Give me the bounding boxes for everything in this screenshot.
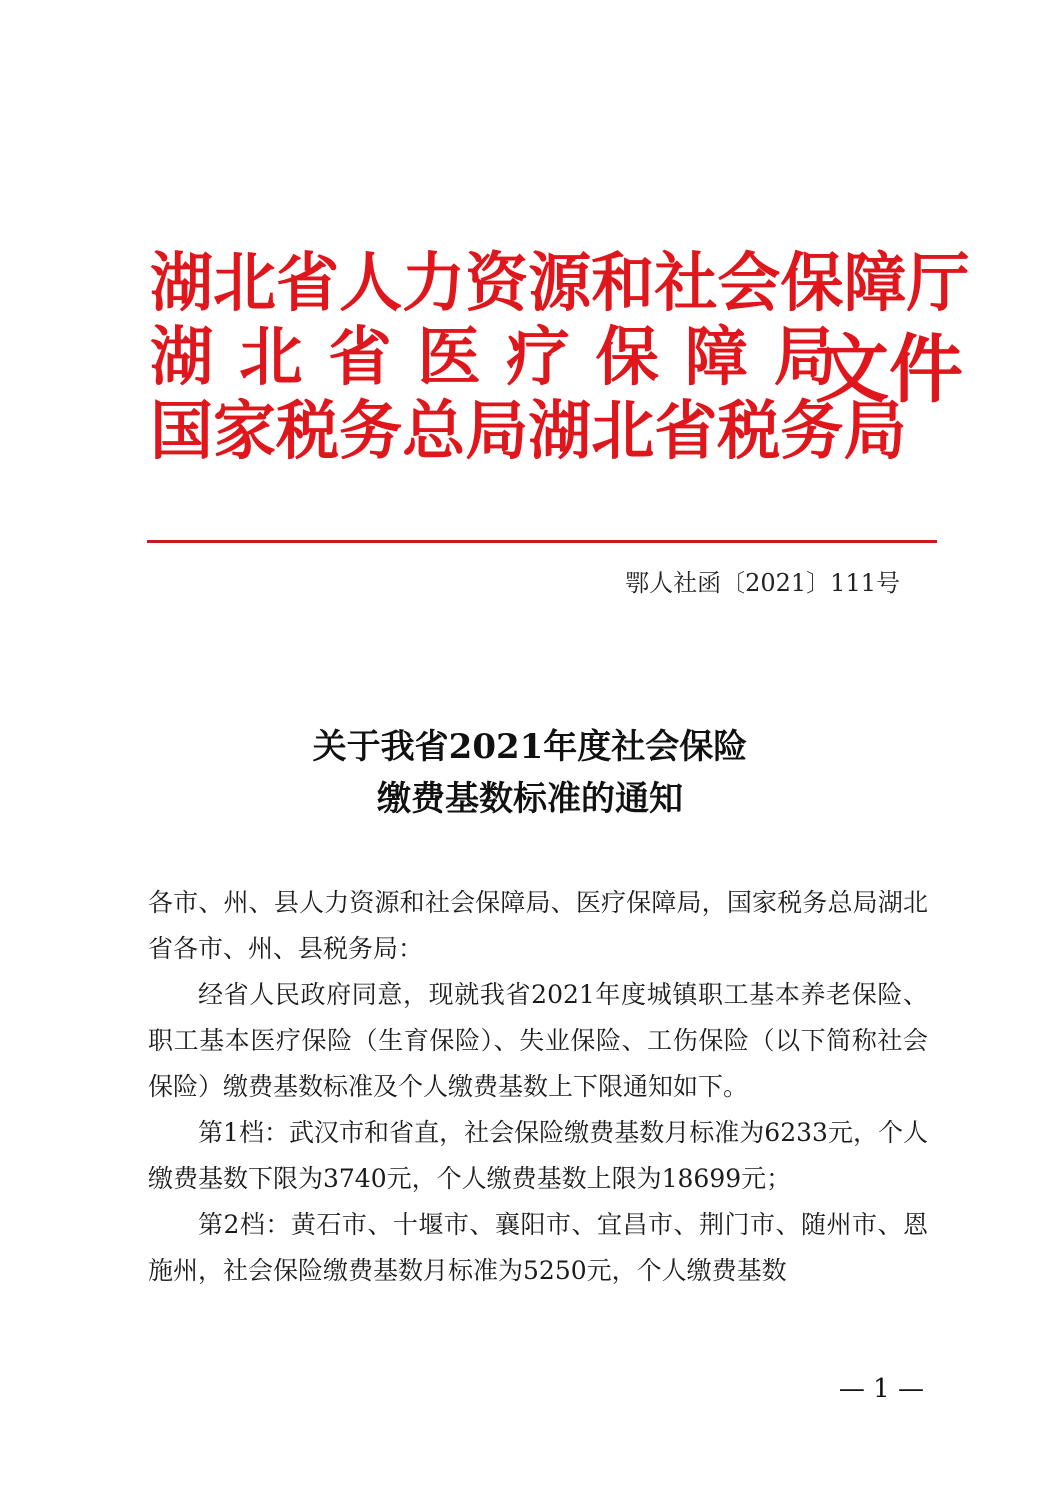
issuer-hrss: 湖北省人力资源和社会保障厅	[150, 247, 970, 321]
issuer-tax-bureau: 国家税务总局湖北省税务局	[150, 395, 907, 469]
red-letterhead	[150, 247, 970, 478]
document-body	[148, 880, 928, 1294]
document-number: 鄂人社函〔2021〕111号	[625, 569, 900, 597]
document-title-line-2: 缴费基数标准的通知	[377, 779, 683, 819]
page-number: — 1 —	[838, 1374, 924, 1404]
letterhead-suffix: 文件	[815, 327, 963, 413]
body-paragraph-tier-1: 第1档：武汉市和省直，社会保险缴费基数月标准为6233元，个人缴费基数下限为3740元，个人缴费基数上限为18699元；	[148, 1118, 928, 1193]
red-divider-line	[147, 540, 937, 543]
body-paragraph: 经省人民政府同意，现就我省2021年度城镇职工基本养老保险、职工基本医疗保险（生育保险）、失业保险、工伤保险（以下简称社会保险）缴费基数标准及个人缴费基数上下限通知如下。	[148, 980, 928, 1101]
body-paragraph-tier-2: 第2档：黄石市、十堰市、襄阳市、宜昌市、荆门市、随州市、恩施州，社会保险缴费基数月标准为5250元，个人缴费基数	[148, 1210, 928, 1285]
salutation: 各市、州、县人力资源和社会保障局、医疗保障局，国家税务总局湖北省各市、州、县税务局：	[148, 888, 928, 963]
document-title-line-1: 关于我省2021年度社会保险	[312, 727, 748, 767]
issuer-medical-security: 湖北省医疗保障局	[150, 321, 863, 395]
